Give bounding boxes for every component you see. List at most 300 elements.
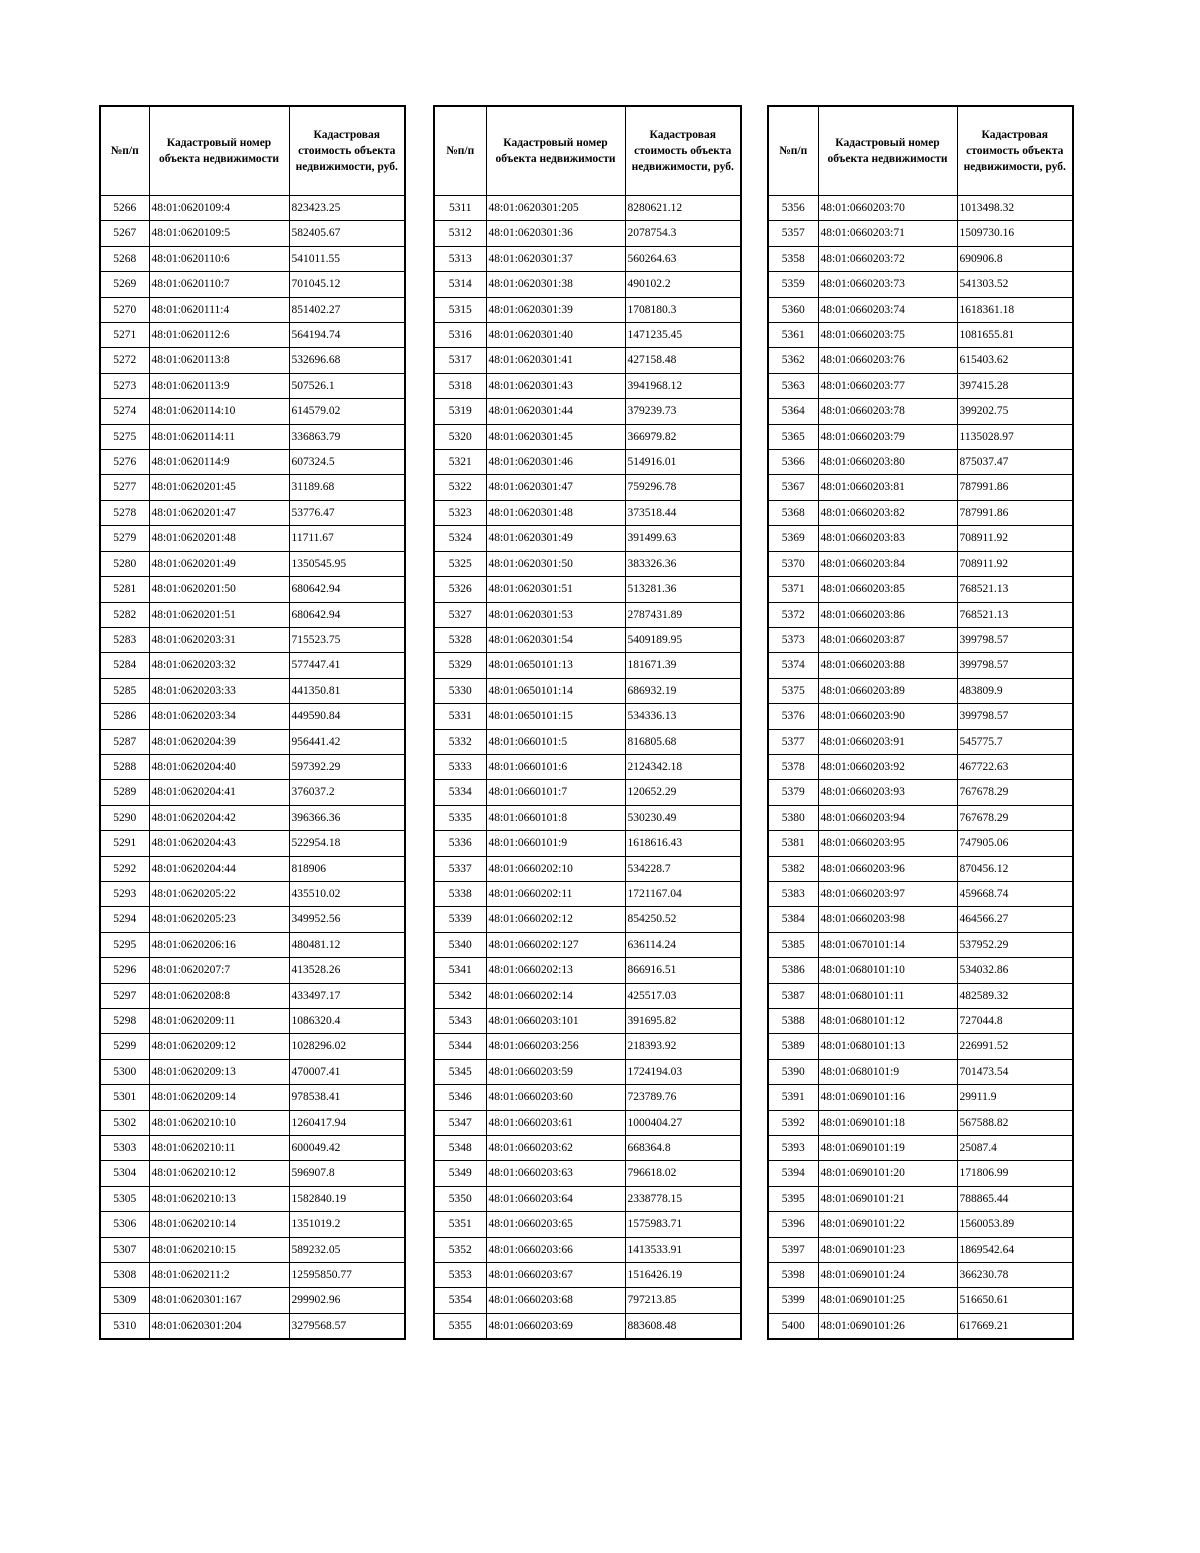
table-row xyxy=(100,729,405,754)
cadastral-number: 48:01:0620204:40 xyxy=(149,754,289,779)
cadastral-number: 48:01:0660203:78 xyxy=(818,399,957,424)
cadastral-number: 48:01:0660203:82 xyxy=(818,500,957,525)
cadastral-cost: 516650.61 xyxy=(957,1288,1073,1313)
row-number: 5397 xyxy=(768,1237,818,1262)
cadastral-number: 48:01:0660203:63 xyxy=(486,1161,625,1186)
cadastral-cost: 1471235.45 xyxy=(625,323,741,348)
cadastral-number: 48:01:0620209:11 xyxy=(149,1009,289,1034)
table-row xyxy=(434,348,741,373)
table-row xyxy=(768,577,1073,602)
cadastral-cost: 1582840.19 xyxy=(289,1186,405,1211)
cadastral-number: 48:01:0660203:70 xyxy=(818,196,957,221)
cadastral-number: 48:01:0680101:11 xyxy=(818,983,957,1008)
cadastral-cost: 747905.06 xyxy=(957,831,1073,856)
table-row xyxy=(434,805,741,830)
cadastral-cost: 1260417.94 xyxy=(289,1110,405,1135)
cadastral-cost: 449590.84 xyxy=(289,704,405,729)
cadastral-number: 48:01:0660203:76 xyxy=(818,348,957,373)
table-row xyxy=(434,704,741,729)
cadastral-number: 48:01:0660203:85 xyxy=(818,577,957,602)
table-row xyxy=(100,1034,405,1059)
cadastral-number: 48:01:0660202:12 xyxy=(486,907,625,932)
row-number: 5293 xyxy=(100,881,149,906)
cadastral-cost: 1135028.97 xyxy=(957,424,1073,449)
table-row xyxy=(768,1288,1073,1313)
table-row xyxy=(768,551,1073,576)
cadastral-number: 48:01:0620301:53 xyxy=(486,602,625,627)
table-row xyxy=(434,424,741,449)
row-number: 5275 xyxy=(100,424,149,449)
table-row xyxy=(768,805,1073,830)
row-number: 5343 xyxy=(434,1009,486,1034)
row-number: 5334 xyxy=(434,780,486,805)
row-number: 5274 xyxy=(100,399,149,424)
row-number: 5383 xyxy=(768,881,818,906)
table-row xyxy=(768,323,1073,348)
table-row xyxy=(434,1161,741,1186)
cadastral-cost: 534228.7 xyxy=(625,856,741,881)
header-cadastral-number: Кадастровый номер объекта недвижимости xyxy=(486,106,625,196)
cadastral-number: 48:01:0620204:41 xyxy=(149,780,289,805)
row-number: 5292 xyxy=(100,856,149,881)
table-row xyxy=(768,831,1073,856)
cadastral-number: 48:01:0660202:13 xyxy=(486,958,625,983)
cadastre-table-1 xyxy=(99,105,406,1340)
row-number: 5382 xyxy=(768,856,818,881)
cadastral-cost: 464566.27 xyxy=(957,907,1073,932)
cadastral-cost: 397415.28 xyxy=(957,373,1073,398)
cadastral-cost: 680642.94 xyxy=(289,577,405,602)
row-number: 5267 xyxy=(100,221,149,246)
cadastral-number: 48:01:0620210:11 xyxy=(149,1136,289,1161)
header-cadastral-number: Кадастровый номер объекта недвижимости xyxy=(818,106,957,196)
table-row xyxy=(434,729,741,754)
row-number: 5372 xyxy=(768,602,818,627)
cadastral-number: 48:01:0620301:45 xyxy=(486,424,625,449)
cadastral-cost: 767678.29 xyxy=(957,780,1073,805)
cadastral-number: 48:01:0620114:10 xyxy=(149,399,289,424)
cadastral-number: 48:01:0660203:81 xyxy=(818,475,957,500)
cadastral-cost: 2338778.15 xyxy=(625,1186,741,1211)
cadastral-cost: 870456.12 xyxy=(957,856,1073,881)
cadastral-cost: 690906.8 xyxy=(957,246,1073,271)
table-row xyxy=(434,1237,741,1262)
cadastral-cost: 8280621.12 xyxy=(625,196,741,221)
table-row xyxy=(100,221,405,246)
header-number: №п/п xyxy=(434,106,486,196)
cadastral-number: 48:01:0660203:96 xyxy=(818,856,957,881)
row-number: 5304 xyxy=(100,1161,149,1186)
row-number: 5326 xyxy=(434,577,486,602)
table-row xyxy=(768,475,1073,500)
row-number: 5358 xyxy=(768,246,818,271)
cadastral-cost: 596907.8 xyxy=(289,1161,405,1186)
cadastral-number: 48:01:0660203:71 xyxy=(818,221,957,246)
row-number: 5377 xyxy=(768,729,818,754)
cadastral-cost: 336863.79 xyxy=(289,424,405,449)
row-number: 5325 xyxy=(434,551,486,576)
cadastral-cost: 379239.73 xyxy=(625,399,741,424)
table-row xyxy=(768,729,1073,754)
table-row xyxy=(768,1186,1073,1211)
table-row xyxy=(100,1263,405,1288)
cadastral-cost: 1351019.2 xyxy=(289,1212,405,1237)
row-number: 5374 xyxy=(768,653,818,678)
cadastral-cost: 120652.29 xyxy=(625,780,741,805)
table-header-row xyxy=(434,106,741,196)
cadastral-number: 48:01:0620203:33 xyxy=(149,678,289,703)
cadastral-cost: 396366.36 xyxy=(289,805,405,830)
cadastral-cost: 607324.5 xyxy=(289,450,405,475)
cadastral-number: 48:01:0660101:7 xyxy=(486,780,625,805)
cadastral-number: 48:01:0620114:11 xyxy=(149,424,289,449)
table-row xyxy=(434,500,741,525)
table-row xyxy=(768,221,1073,246)
row-number: 5352 xyxy=(434,1237,486,1262)
cadastral-number: 48:01:0660203:93 xyxy=(818,780,957,805)
table-row xyxy=(768,246,1073,271)
table-row xyxy=(100,1009,405,1034)
row-number: 5338 xyxy=(434,881,486,906)
cadastral-number: 48:01:0660203:67 xyxy=(486,1263,625,1288)
row-number: 5385 xyxy=(768,932,818,957)
table-row xyxy=(434,1085,741,1110)
table-row xyxy=(434,1034,741,1059)
table-row xyxy=(100,627,405,652)
row-number: 5336 xyxy=(434,831,486,856)
table-row xyxy=(100,678,405,703)
table-row xyxy=(434,1059,741,1084)
cadastral-number: 48:01:0690101:19 xyxy=(818,1136,957,1161)
table-row xyxy=(434,983,741,1008)
cadastral-number: 48:01:0660101:5 xyxy=(486,729,625,754)
row-number: 5283 xyxy=(100,627,149,652)
row-number: 5307 xyxy=(100,1237,149,1262)
table-row xyxy=(100,831,405,856)
table-row xyxy=(100,856,405,881)
cadastral-cost: 567588.82 xyxy=(957,1110,1073,1135)
table-row xyxy=(100,399,405,424)
cadastral-cost: 617669.21 xyxy=(957,1313,1073,1339)
table-row xyxy=(434,475,741,500)
row-number: 5321 xyxy=(434,450,486,475)
cadastral-cost: 171806.99 xyxy=(957,1161,1073,1186)
cadastral-cost: 1575983.71 xyxy=(625,1212,741,1237)
cadastral-number: 48:01:0660203:66 xyxy=(486,1237,625,1262)
cadastral-number: 48:01:0620111:4 xyxy=(149,297,289,322)
cadastral-number: 48:01:0620301:44 xyxy=(486,399,625,424)
cadastral-number: 48:01:0660203:61 xyxy=(486,1110,625,1135)
cadastral-number: 48:01:0660203:59 xyxy=(486,1059,625,1084)
table-row xyxy=(434,221,741,246)
table-row xyxy=(434,1288,741,1313)
cadastral-cost: 1013498.32 xyxy=(957,196,1073,221)
cadastral-number: 48:01:0620301:47 xyxy=(486,475,625,500)
cadastral-cost: 1028296.02 xyxy=(289,1034,405,1059)
row-number: 5362 xyxy=(768,348,818,373)
cadastral-number: 48:01:0620110:6 xyxy=(149,246,289,271)
table-row xyxy=(100,1110,405,1135)
cadastral-cost: 532696.68 xyxy=(289,348,405,373)
cadastral-number: 48:01:0620204:44 xyxy=(149,856,289,881)
cadastral-number: 48:01:0680101:10 xyxy=(818,958,957,983)
table-row xyxy=(768,932,1073,957)
table-row xyxy=(434,526,741,551)
table-row xyxy=(100,450,405,475)
cadastral-number: 48:01:0680101:13 xyxy=(818,1034,957,1059)
table-row xyxy=(434,1009,741,1034)
cadastral-cost: 25087.4 xyxy=(957,1136,1073,1161)
cadastral-cost: 12595850.77 xyxy=(289,1263,405,1288)
cadastral-number: 48:01:0660203:75 xyxy=(818,323,957,348)
cadastral-number: 48:01:0660203:77 xyxy=(818,373,957,398)
row-number: 5356 xyxy=(768,196,818,221)
cadastral-cost: 614579.02 xyxy=(289,399,405,424)
table-row xyxy=(768,1237,1073,1262)
table-row xyxy=(100,653,405,678)
row-number: 5349 xyxy=(434,1161,486,1186)
table-row xyxy=(768,881,1073,906)
row-number: 5277 xyxy=(100,475,149,500)
row-number: 5285 xyxy=(100,678,149,703)
row-number: 5289 xyxy=(100,780,149,805)
cadastral-cost: 589232.05 xyxy=(289,1237,405,1262)
cadastral-number: 48:01:0620211:2 xyxy=(149,1263,289,1288)
row-number: 5384 xyxy=(768,907,818,932)
row-number: 5380 xyxy=(768,805,818,830)
table-row xyxy=(768,526,1073,551)
cadastral-cost: 349952.56 xyxy=(289,907,405,932)
cadastral-cost: 818906 xyxy=(289,856,405,881)
cadastral-number: 48:01:0660202:127 xyxy=(486,932,625,957)
table-row xyxy=(434,627,741,652)
cadastral-cost: 767678.29 xyxy=(957,805,1073,830)
header-number: №п/п xyxy=(100,106,149,196)
row-number: 5340 xyxy=(434,932,486,957)
header-cadastral-number: Кадастровый номер объекта недвижимости xyxy=(149,106,289,196)
table-row xyxy=(100,1059,405,1084)
row-number: 5315 xyxy=(434,297,486,322)
cadastral-cost: 470007.41 xyxy=(289,1059,405,1084)
table-row xyxy=(768,1085,1073,1110)
row-number: 5301 xyxy=(100,1085,149,1110)
cadastral-number: 48:01:0620201:51 xyxy=(149,602,289,627)
table-row xyxy=(768,348,1073,373)
row-number: 5354 xyxy=(434,1288,486,1313)
cadastral-number: 48:01:0660202:10 xyxy=(486,856,625,881)
table-row xyxy=(768,780,1073,805)
row-number: 5360 xyxy=(768,297,818,322)
header-cadastral-cost: Кадастровая стоимость объекта недвижимости, руб. xyxy=(289,106,405,196)
row-number: 5319 xyxy=(434,399,486,424)
cadastral-number: 48:01:0620301:205 xyxy=(486,196,625,221)
cadastral-number: 48:01:0620210:15 xyxy=(149,1237,289,1262)
cadastral-number: 48:01:0620210:10 xyxy=(149,1110,289,1135)
cadastral-cost: 541303.52 xyxy=(957,272,1073,297)
table-row xyxy=(768,704,1073,729)
cadastral-number: 48:01:0620204:42 xyxy=(149,805,289,830)
cadastral-cost: 482589.32 xyxy=(957,983,1073,1008)
table-row xyxy=(768,500,1073,525)
row-number: 5371 xyxy=(768,577,818,602)
cadastral-cost: 701045.12 xyxy=(289,272,405,297)
cadastral-cost: 366979.82 xyxy=(625,424,741,449)
cadastral-number: 48:01:0660203:80 xyxy=(818,450,957,475)
table-row xyxy=(768,1263,1073,1288)
table-row xyxy=(768,1161,1073,1186)
cadastral-cost: 564194.74 xyxy=(289,323,405,348)
table-header-row xyxy=(100,106,405,196)
cadastral-cost: 787991.86 xyxy=(957,475,1073,500)
cadastral-number: 48:01:0650101:14 xyxy=(486,678,625,703)
table-row xyxy=(100,1085,405,1110)
cadastral-cost: 1350545.95 xyxy=(289,551,405,576)
cadastral-cost: 600049.42 xyxy=(289,1136,405,1161)
table-row xyxy=(100,780,405,805)
table-row xyxy=(100,932,405,957)
row-number: 5303 xyxy=(100,1136,149,1161)
cadastral-cost: 1509730.16 xyxy=(957,221,1073,246)
table-row xyxy=(768,1110,1073,1135)
row-number: 5313 xyxy=(434,246,486,271)
cadastral-cost: 53776.47 xyxy=(289,500,405,525)
row-number: 5305 xyxy=(100,1186,149,1211)
cadastral-number: 48:01:0620301:50 xyxy=(486,551,625,576)
table-row xyxy=(434,831,741,856)
cadastral-number: 48:01:0670101:14 xyxy=(818,932,957,957)
cadastral-cost: 2787431.89 xyxy=(625,602,741,627)
table-row xyxy=(768,1313,1073,1339)
cadastral-cost: 577447.41 xyxy=(289,653,405,678)
row-number: 5346 xyxy=(434,1085,486,1110)
cadastral-number: 48:01:0620209:13 xyxy=(149,1059,289,1084)
table-row xyxy=(434,399,741,424)
row-number: 5335 xyxy=(434,805,486,830)
cadastral-number: 48:01:0620209:14 xyxy=(149,1085,289,1110)
cadastral-cost: 768521.13 xyxy=(957,602,1073,627)
row-number: 5390 xyxy=(768,1059,818,1084)
cadastral-cost: 978538.41 xyxy=(289,1085,405,1110)
row-number: 5345 xyxy=(434,1059,486,1084)
row-number: 5368 xyxy=(768,500,818,525)
row-number: 5373 xyxy=(768,627,818,652)
cadastral-cost: 483809.9 xyxy=(957,678,1073,703)
cadastral-cost: 391695.82 xyxy=(625,1009,741,1034)
table-row xyxy=(434,1110,741,1135)
cadastral-cost: 2078754.3 xyxy=(625,221,741,246)
cadastral-number: 48:01:0620301:43 xyxy=(486,373,625,398)
row-number: 5269 xyxy=(100,272,149,297)
row-number: 5327 xyxy=(434,602,486,627)
cadastral-cost: 3941968.12 xyxy=(625,373,741,398)
row-number: 5297 xyxy=(100,983,149,1008)
table-row xyxy=(100,1212,405,1237)
cadastral-cost: 851402.27 xyxy=(289,297,405,322)
cadastral-cost: 597392.29 xyxy=(289,754,405,779)
cadastral-number: 48:01:0690101:18 xyxy=(818,1110,957,1135)
cadastral-number: 48:01:0620301:54 xyxy=(486,627,625,652)
cadastral-number: 48:01:0660203:65 xyxy=(486,1212,625,1237)
cadastral-cost: 399202.75 xyxy=(957,399,1073,424)
row-number: 5399 xyxy=(768,1288,818,1313)
cadastral-cost: 366230.78 xyxy=(957,1263,1073,1288)
table-row xyxy=(434,577,741,602)
cadastral-number: 48:01:0620201:48 xyxy=(149,526,289,551)
cadastral-cost: 1081655.81 xyxy=(957,323,1073,348)
cadastral-number: 48:01:0620113:8 xyxy=(149,348,289,373)
row-number: 5320 xyxy=(434,424,486,449)
row-number: 5294 xyxy=(100,907,149,932)
cadastral-number: 48:01:0690101:26 xyxy=(818,1313,957,1339)
cadastral-cost: 399798.57 xyxy=(957,627,1073,652)
cadastral-number: 48:01:0620301:46 xyxy=(486,450,625,475)
cadastral-cost: 1724194.03 xyxy=(625,1059,741,1084)
cadastral-number: 48:01:0690101:23 xyxy=(818,1237,957,1262)
cadastral-number: 48:01:0660202:14 xyxy=(486,983,625,1008)
cadastral-cost: 299902.96 xyxy=(289,1288,405,1313)
cadastral-cost: 537952.29 xyxy=(957,932,1073,957)
cadastral-number: 48:01:0660203:92 xyxy=(818,754,957,779)
row-number: 5286 xyxy=(100,704,149,729)
row-number: 5357 xyxy=(768,221,818,246)
row-number: 5393 xyxy=(768,1136,818,1161)
cadastral-number: 48:01:0660203:89 xyxy=(818,678,957,703)
row-number: 5333 xyxy=(434,754,486,779)
cadastral-cost: 797213.85 xyxy=(625,1288,741,1313)
table-row xyxy=(768,602,1073,627)
cadastral-cost: 768521.13 xyxy=(957,577,1073,602)
row-number: 5295 xyxy=(100,932,149,957)
row-number: 5282 xyxy=(100,602,149,627)
row-number: 5364 xyxy=(768,399,818,424)
cadastral-cost: 1413533.91 xyxy=(625,1237,741,1262)
row-number: 5278 xyxy=(100,500,149,525)
cadastral-number: 48:01:0690101:25 xyxy=(818,1288,957,1313)
cadastral-number: 48:01:0620206:16 xyxy=(149,932,289,957)
cadastral-number: 48:01:0620301:39 xyxy=(486,297,625,322)
cadastral-number: 48:01:0660203:97 xyxy=(818,881,957,906)
row-number: 5367 xyxy=(768,475,818,500)
cadastral-number: 48:01:0680101:9 xyxy=(818,1059,957,1084)
row-number: 5318 xyxy=(434,373,486,398)
cadastral-number: 48:01:0660203:86 xyxy=(818,602,957,627)
cadastral-cost: 1086320.4 xyxy=(289,1009,405,1034)
row-number: 5271 xyxy=(100,323,149,348)
cadastral-cost: 956441.42 xyxy=(289,729,405,754)
row-number: 5287 xyxy=(100,729,149,754)
cadastral-number: 48:01:0620301:51 xyxy=(486,577,625,602)
table-row xyxy=(434,551,741,576)
table-row xyxy=(434,1186,741,1211)
cadastral-number: 48:01:0660203:88 xyxy=(818,653,957,678)
row-number: 5284 xyxy=(100,653,149,678)
cadastral-cost: 787991.86 xyxy=(957,500,1073,525)
cadastral-number: 48:01:0660203:94 xyxy=(818,805,957,830)
row-number: 5347 xyxy=(434,1110,486,1135)
cadastral-cost: 480481.12 xyxy=(289,932,405,957)
row-number: 5302 xyxy=(100,1110,149,1135)
table-row xyxy=(768,196,1073,221)
row-number: 5389 xyxy=(768,1034,818,1059)
cadastral-number: 48:01:0620210:12 xyxy=(149,1161,289,1186)
cadastral-number: 48:01:0620301:40 xyxy=(486,323,625,348)
cadastral-cost: 708911.92 xyxy=(957,551,1073,576)
row-number: 5379 xyxy=(768,780,818,805)
cadastral-number: 48:01:0690101:16 xyxy=(818,1085,957,1110)
table-row xyxy=(100,526,405,551)
table-row xyxy=(434,1263,741,1288)
cadastral-cost: 708911.92 xyxy=(957,526,1073,551)
